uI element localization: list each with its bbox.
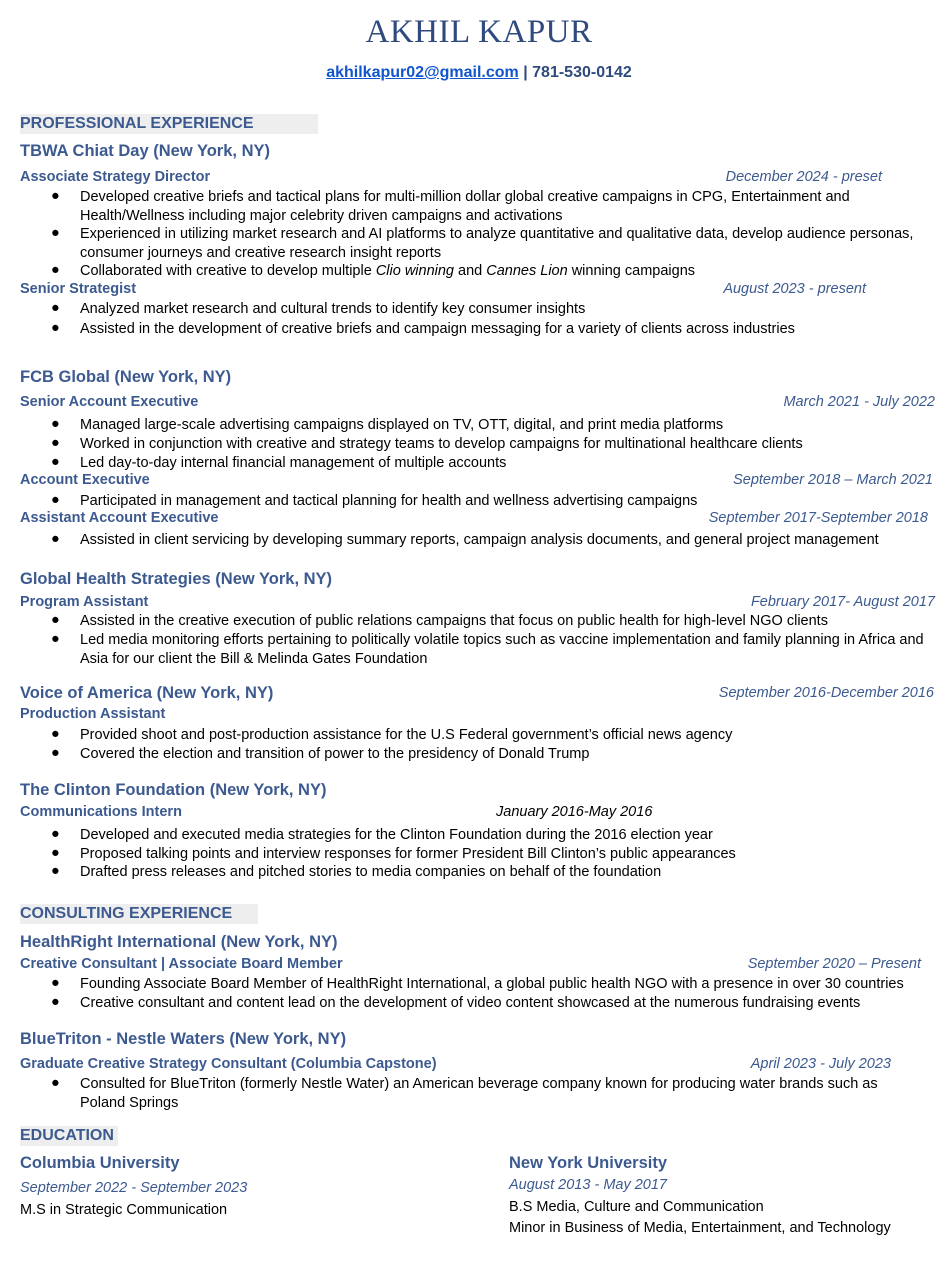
org-clinton-foundation: The Clinton Foundation (New York, NY) [20, 781, 327, 799]
role-account-executive: Account Executive [20, 472, 150, 488]
fcb-bullet-2: Worked in conjunction with creative and strategy teams to develop campaigns for multinational healthcare clients [80, 436, 803, 452]
section-professional-experience: PROFESSIONAL EXPERIENCE [20, 114, 318, 134]
school-nyu: New York University [509, 1154, 668, 1172]
fcb-bullet-3: Led day-to-day internal financial management of multiple accounts [80, 455, 507, 471]
section-consulting-experience: CONSULTING EXPERIENCE [20, 904, 258, 924]
tbwa-strategist-bullet-1: Analyzed market research and cultural trends to identify key consumer insights [80, 301, 586, 317]
fcb-bullet-1: Managed large-scale advertising campaigns displayed on TV, OTT, digital, and print media platforms [80, 417, 724, 433]
bullet-icon: ● [51, 531, 60, 547]
phone-number: 781-530-0142 [532, 64, 632, 81]
bullet-icon: ● [51, 435, 60, 451]
healthright-bullet-1: Founding Associate Board Member of HealthRight International, a global public health NGO with a presence in over 30 countries [80, 976, 904, 992]
bullet-icon: ● [51, 826, 60, 842]
text-segment: Collaborated with creative to develop multiple [80, 263, 376, 279]
tbwa-bullet-1: Developed creative briefs and tactical plans for multi-million dollar global creative campaigns in CPG, Entertainment and Health/Wellness including major celebrity driven campaigns and activations [80, 189, 850, 224]
role-associate-strategy-director: Associate Strategy Director [20, 169, 211, 185]
clinton-bullet-2: Proposed talking points and interview responses for former President Bill Clinton’s public appearances [80, 846, 736, 862]
text-segment: winning campaigns [567, 263, 696, 279]
contact-line [0, 64, 946, 82]
clinton-bullet-3: Drafted press releases and pitched stories to media companies on behalf of the foundation [80, 864, 662, 880]
role-creative-consultant: Creative Consultant | Associate Board Member [20, 956, 343, 972]
fcb-ae-bullet-1: Participated in management and tactical planning for health and wellness advertising campaigns [80, 493, 698, 509]
bullet-icon: ● [51, 188, 60, 204]
bullet-icon: ● [51, 262, 60, 278]
role-assistant-account-executive: Assistant Account Executive [20, 510, 219, 526]
bullet-icon: ● [51, 863, 60, 879]
org-bluetriton: BlueTriton - Nestle Waters (New York, NY) [20, 1030, 347, 1048]
tbwa-strategist-bullet-2: Assisted in the development of creative briefs and campaign messaging for a variety of clients across industries [80, 321, 795, 337]
date-assistant-account-executive: September 2017-September 2018 [708, 510, 928, 526]
date-graduate-creative-strategy-consultant: April 2023 - July 2023 [750, 1056, 891, 1072]
bullet-icon: ● [51, 994, 60, 1010]
degree-columbia: M.S in Strategic Communication [20, 1202, 228, 1218]
bullet-icon: ● [51, 492, 60, 508]
bullet-icon: ● [51, 1075, 60, 1091]
bullet-icon: ● [51, 454, 60, 470]
date-voice-of-america: September 2016-December 2016 [718, 685, 934, 701]
date-account-executive: September 2018 – March 2021 [733, 472, 933, 488]
bluetriton-bullet-1: Consulted for BlueTriton (formerly Nestle Water) an American beverage company known for producing water brands such as Poland Springs [80, 1076, 878, 1111]
dates-columbia: September 2022 - September 2023 [20, 1180, 248, 1196]
degree-nyu: B.S Media, Culture and Communication [509, 1199, 764, 1215]
role-production-assistant: Production Assistant [20, 706, 166, 722]
healthright-bullet-2: Creative consultant and content lead on the development of video content showcased at the numerous fundraising events [80, 995, 861, 1011]
section-education: EDUCATION [20, 1126, 118, 1146]
bullet-icon: ● [51, 845, 60, 861]
voa-bullet-1: Provided shoot and post-production assistance for the U.S Federal government’s official news agency [80, 727, 733, 743]
tbwa-bullet-3 [80, 262, 925, 281]
role-senior-strategist: Senior Strategist [20, 281, 137, 297]
date-associate-strategy-director: December 2024 - preset [725, 169, 882, 185]
bullet-icon: ● [51, 726, 60, 742]
candidate-name: AKHIL KAPUR [365, 14, 593, 50]
tbwa-bullet-2: Experienced in utilizing market research and AI platforms to analyze quantitative and qualitative data, develop audience personas, consumer journeys and creative research insight reports [80, 226, 914, 261]
award-cannes-lion: Cannes Lion [486, 263, 568, 279]
minor-nyu: Minor in Business of Media, Entertainment, and Technology [509, 1220, 891, 1236]
bullet-icon: ● [51, 631, 60, 647]
role-graduate-creative-strategy-consultant: Graduate Creative Strategy Consultant (Columbia Capstone) [20, 1056, 437, 1072]
date-senior-account-executive: March 2021 - July 2022 [783, 394, 935, 410]
role-senior-account-executive: Senior Account Executive [20, 394, 199, 410]
award-clio: Clio winning [375, 263, 454, 279]
ghs-bullet-2: Led media monitoring efforts pertaining to politically volatile topics such as vaccine implementation and family planning in Africa and Asia for our client the Bill & Melinda Gates Foundation [80, 632, 924, 667]
voa-bullet-2: Covered the election and transition of power to the presidency of Donald Trump [80, 746, 590, 762]
bullet-icon: ● [51, 745, 60, 761]
date-program-assistant: February 2017- August 2017 [750, 594, 935, 610]
contact-separator: | [518, 64, 533, 81]
bullet-icon: ● [51, 225, 60, 241]
ghs-bullet-1: Assisted in the creative execution of public relations campaigns that focus on public health for high-level NGO clients [80, 613, 828, 629]
bullet-icon: ● [51, 975, 60, 991]
clinton-bullet-1: Developed and executed media strategies for the Clinton Foundation during the 2016 election year [80, 827, 713, 843]
org-voice-of-america: Voice of America (New York, NY) [20, 684, 274, 702]
date-senior-strategist: August 2023 - present [723, 281, 866, 297]
email-link[interactable]: akhilkapur02@gmail.com [326, 64, 519, 81]
date-creative-consultant: September 2020 – Present [747, 956, 921, 972]
bullet-icon: ● [51, 416, 60, 432]
role-communications-intern: Communications Intern [20, 804, 182, 820]
org-healthright-international: HealthRight International (New York, NY) [20, 933, 338, 951]
role-program-assistant: Program Assistant [20, 594, 149, 610]
school-columbia: Columbia University [20, 1154, 180, 1172]
bullet-icon: ● [51, 612, 60, 628]
text-segment: and [454, 263, 487, 279]
dates-nyu: August 2013 - May 2017 [509, 1177, 667, 1193]
org-global-health-strategies: Global Health Strategies (New York, NY) [20, 570, 333, 588]
date-communications-intern: January 2016-May 2016 [496, 804, 653, 820]
org-fcb-global: FCB Global (New York, NY) [20, 368, 232, 386]
fcb-aae-bullet-1: Assisted in client servicing by developing summary reports, campaign analysis documents, and general project management [80, 532, 879, 548]
bullet-icon: ● [51, 300, 60, 316]
org-tbwa: TBWA Chiat Day (New York, NY) [20, 142, 270, 160]
bullet-icon: ● [51, 320, 60, 336]
